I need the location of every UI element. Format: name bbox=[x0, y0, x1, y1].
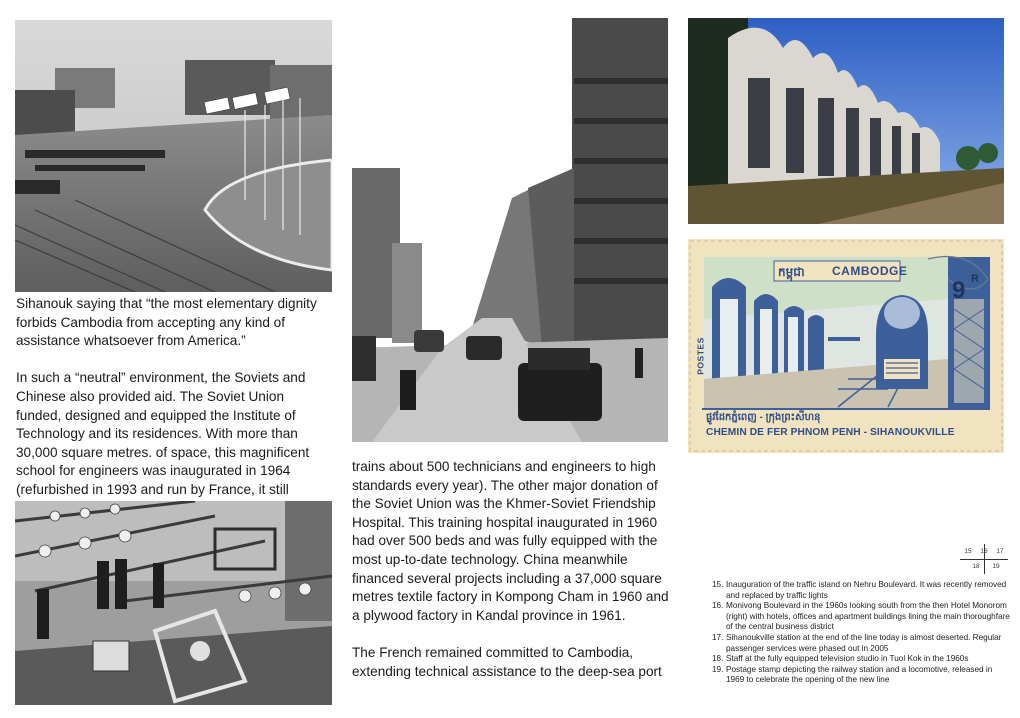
caption-number: 18. bbox=[712, 654, 724, 664]
photo-television-studio bbox=[15, 501, 332, 705]
caption-item bbox=[712, 665, 1012, 686]
photo-monivong-boulevard bbox=[352, 18, 668, 442]
caption-item bbox=[712, 633, 1012, 654]
photo-sihanoukville-station bbox=[688, 18, 1004, 224]
stamp-value: 9 bbox=[952, 277, 966, 304]
left-line-5: 30,000 square metres. of space, this magnificent bbox=[16, 444, 310, 460]
figure-captions bbox=[712, 580, 1012, 686]
middle-column-text bbox=[352, 458, 672, 681]
figure-key-15: 15 bbox=[964, 548, 972, 555]
figure-key-17: 17 bbox=[996, 548, 1004, 555]
stamp-side-label: POSTES bbox=[695, 337, 706, 375]
caption-text: Staff at the fully equipped television studio in Tuol Kok in the 1960s bbox=[726, 654, 969, 664]
middle-paragraph-2: The French remained committed to Cambodia, extending technical assistance to the deep-sea port bbox=[352, 644, 662, 679]
caption-item bbox=[712, 601, 1012, 633]
left-column-text bbox=[16, 295, 336, 499]
left-paragraph-1: Sihanouk saying that “the most elementary dignity forbids Cambodia from accepting any kind of assistance whatsoever from America.” bbox=[16, 296, 317, 349]
figure-key-19: 19 bbox=[992, 563, 1000, 570]
left-line-7: (refurbished in 1993 and run by France, it still bbox=[16, 481, 289, 497]
caption-text: Monivong Boulevard in the 1960s looking south from the then Hotel Monorom (right) with hotels, offices and apartment buildings lining the main thoroughfare of the central business district bbox=[726, 601, 1010, 632]
left-line-2: Chinese also provided aid. The Soviet Union bbox=[16, 388, 285, 404]
photo-traffic-island bbox=[15, 20, 332, 292]
figure-key-18: 18 bbox=[972, 563, 980, 570]
left-line-4: Technology and its residences. With more than bbox=[16, 426, 298, 442]
figure-number-key bbox=[960, 544, 1008, 574]
stamp-value-unit: R bbox=[971, 273, 979, 285]
postage-stamp bbox=[688, 239, 1004, 453]
figure-key-divider-v bbox=[984, 544, 985, 574]
middle-paragraph-1: trains about 500 technicians and engineers to high standards every year). The other major donation of the Soviet Union was the Khmer-Soviet Friendship Hospital. This training hospital inaugurated in 1960 had over 500 beds and was fully equipped with the most up-to-date technology. China meanwhile financed several projects including a 37,000 square metres textile factory in Kompong Cham in 1960 and a plywood factory in Kandal province in 1961. bbox=[352, 459, 669, 623]
stamp-country: CAMBODGE bbox=[832, 264, 908, 278]
caption-item bbox=[712, 580, 1012, 601]
left-line-3: funded, designed and equipped the Institute of bbox=[16, 407, 296, 423]
caption-number: 17. bbox=[712, 632, 724, 642]
stamp-khmer-caption: ផ្លូវដែកភ្នំពេញ - ក្រុងព្រះសីហនុ bbox=[706, 412, 821, 423]
caption-text: Inauguration of the traffic island on Nehru Boulevard. It was recently removed and replaced by traffic lights bbox=[726, 580, 1007, 600]
figure-key-16: 16 bbox=[980, 548, 988, 555]
left-line-6: school for engineers was inaugurated in 1964 bbox=[16, 463, 291, 479]
caption-number: 15. bbox=[712, 580, 724, 589]
left-line-1: In such a “neutral” environment, the Soviets and bbox=[16, 370, 306, 386]
caption-number: 16. bbox=[712, 601, 724, 611]
caption-number: 19. bbox=[712, 664, 724, 674]
caption-text: Postage stamp depicting the railway station and a locomotive, released in 1969 to celebrate the opening of the new line bbox=[726, 664, 993, 685]
caption-text: Sihanoukville station at the end of the line today is almost deserted. Regular passenger services were phased out in 2005 bbox=[726, 632, 1002, 653]
stamp-caption: CHEMIN DE FER PHNOM PENH - SIHANOUKVILLE bbox=[706, 427, 955, 438]
stamp-khmer-label: កម្ពុជា bbox=[778, 265, 805, 279]
caption-item bbox=[712, 654, 1012, 665]
